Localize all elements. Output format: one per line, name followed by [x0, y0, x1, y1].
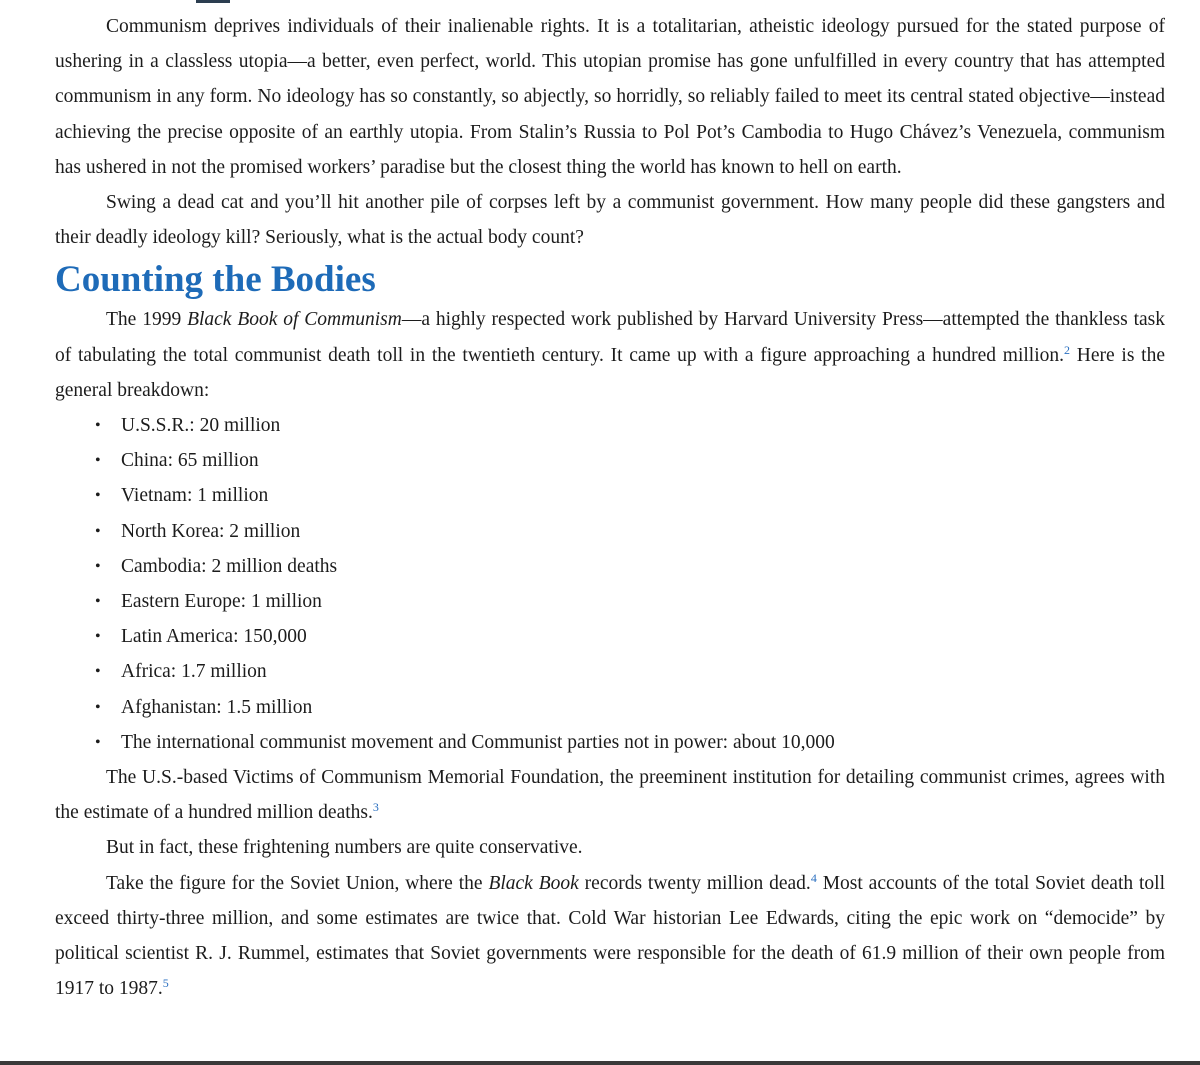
list-item: [55, 408, 1165, 443]
bullet: •: [95, 593, 101, 611]
list-item-text: The international communist movement and Communist parties not in power: about 10,000: [121, 731, 835, 753]
text-segment: records twenty million dead.: [578, 872, 811, 894]
bullet: •: [95, 733, 101, 751]
list-item: [55, 725, 1165, 760]
list-item-text: North Korea: 2 million: [121, 520, 301, 542]
bullet: •: [95, 452, 101, 470]
bullet: •: [95, 698, 101, 716]
bullet: •: [95, 557, 101, 575]
intro-paragraph-2: Swing a dead cat and you’ll hit another pile of corpses left by a communist government. How many people did these gangsters and their deadly ideology kill? Seriously, what is the actual body count?: [55, 192, 1165, 249]
list-item-text: Vietnam: 1 million: [121, 485, 269, 507]
section-paragraph-1: [55, 302, 1165, 408]
list-item-text: Eastern Europe: 1 million: [121, 591, 322, 613]
text-segment: Take the figure for the Soviet Union, where the: [106, 872, 489, 894]
list-item-text: Cambodia: 2 million deaths: [121, 555, 338, 577]
book-title: Black Book: [488, 872, 579, 894]
intro-paragraph-1: Communism deprives individuals of their inalienable rights. It is a totalitarian, atheistic ideology pursued for the stated purpose of ushering in a classless utopia—a better, even perfect, world. This utopian promise has gone unfulfilled in every country that has attempted communism in any form. No ideology has so constantly, so abjectly, so horridly, so reliably failed to meet its central stated objective—instead achieving the precise opposite of an earthly utopia. From Stalin’s Russia to Pol Pot’s Cambodia to Hugo Chávez’s Venezuela, communism has ushered in not the promised workers’ paradise but the closest thing the world has known to hell on earth.: [55, 16, 1165, 178]
list-item: [55, 443, 1165, 478]
book-title: Black Book of Communism: [187, 309, 402, 331]
document-page: [55, 9, 1165, 1006]
section-heading: Counting the Bodies: [55, 259, 376, 301]
footnote-link-3[interactable]: 3: [372, 800, 379, 815]
list-item: [55, 478, 1165, 513]
bullet: •: [95, 417, 101, 435]
bottom-border: [0, 1061, 1200, 1065]
section-paragraph-4: [55, 866, 1165, 1007]
text-segment: Here is the general breakdown:: [55, 344, 1165, 401]
footnote-link-2[interactable]: 2: [1064, 342, 1070, 357]
list-item: [55, 654, 1165, 689]
top-accent-bar: [196, 0, 230, 3]
bullet: •: [95, 628, 101, 646]
list-item: [55, 549, 1165, 584]
footnote-link-4[interactable]: 4: [810, 870, 817, 885]
list-item: [55, 690, 1165, 725]
list-item-text: Africa: 1.7 million: [121, 661, 267, 683]
section-paragraph-2: [55, 760, 1165, 830]
bullet: •: [95, 663, 101, 681]
text-segment: Most accounts of the total Soviet death toll exceed thirty-three million, and some estimates are twice that. Cold War historian Lee Edwards, citing the epic work on “democide” by political scientist R. J. Rummel, estimates that Soviet governments were responsible for the death of 61.9 million of their own people from 1917 to 1987.: [55, 872, 1165, 1000]
list-item: [55, 584, 1165, 619]
list-item-text: U.S.S.R.: 20 million: [121, 415, 281, 437]
text-segment: The U.S.-based Victims of Communism Memorial Foundation, the preeminent institution for detailing communist crimes, agrees with the estimate of a hundred million deaths.: [55, 767, 1165, 824]
bullet: •: [95, 487, 101, 505]
death-toll-list: [55, 408, 1165, 760]
list-item-text: Latin America: 150,000: [121, 626, 307, 648]
section-paragraph-3: But in fact, these frightening numbers are quite conservative.: [106, 837, 583, 859]
list-item-text: Afghanistan: 1.5 million: [121, 696, 313, 718]
list-item-text: China: 65 million: [121, 450, 259, 472]
list-item: [55, 514, 1165, 549]
footnote-link-5[interactable]: 5: [162, 976, 169, 991]
text-segment: The 1999: [106, 309, 188, 331]
list-item: [55, 619, 1165, 654]
bullet: •: [95, 522, 101, 540]
text-segment: —a highly respected work published by Harvard University Press—attempted the thankless task of tabulating the total communist death toll in the twentieth century. It came up with a figure approaching a hundred million.: [55, 309, 1165, 366]
